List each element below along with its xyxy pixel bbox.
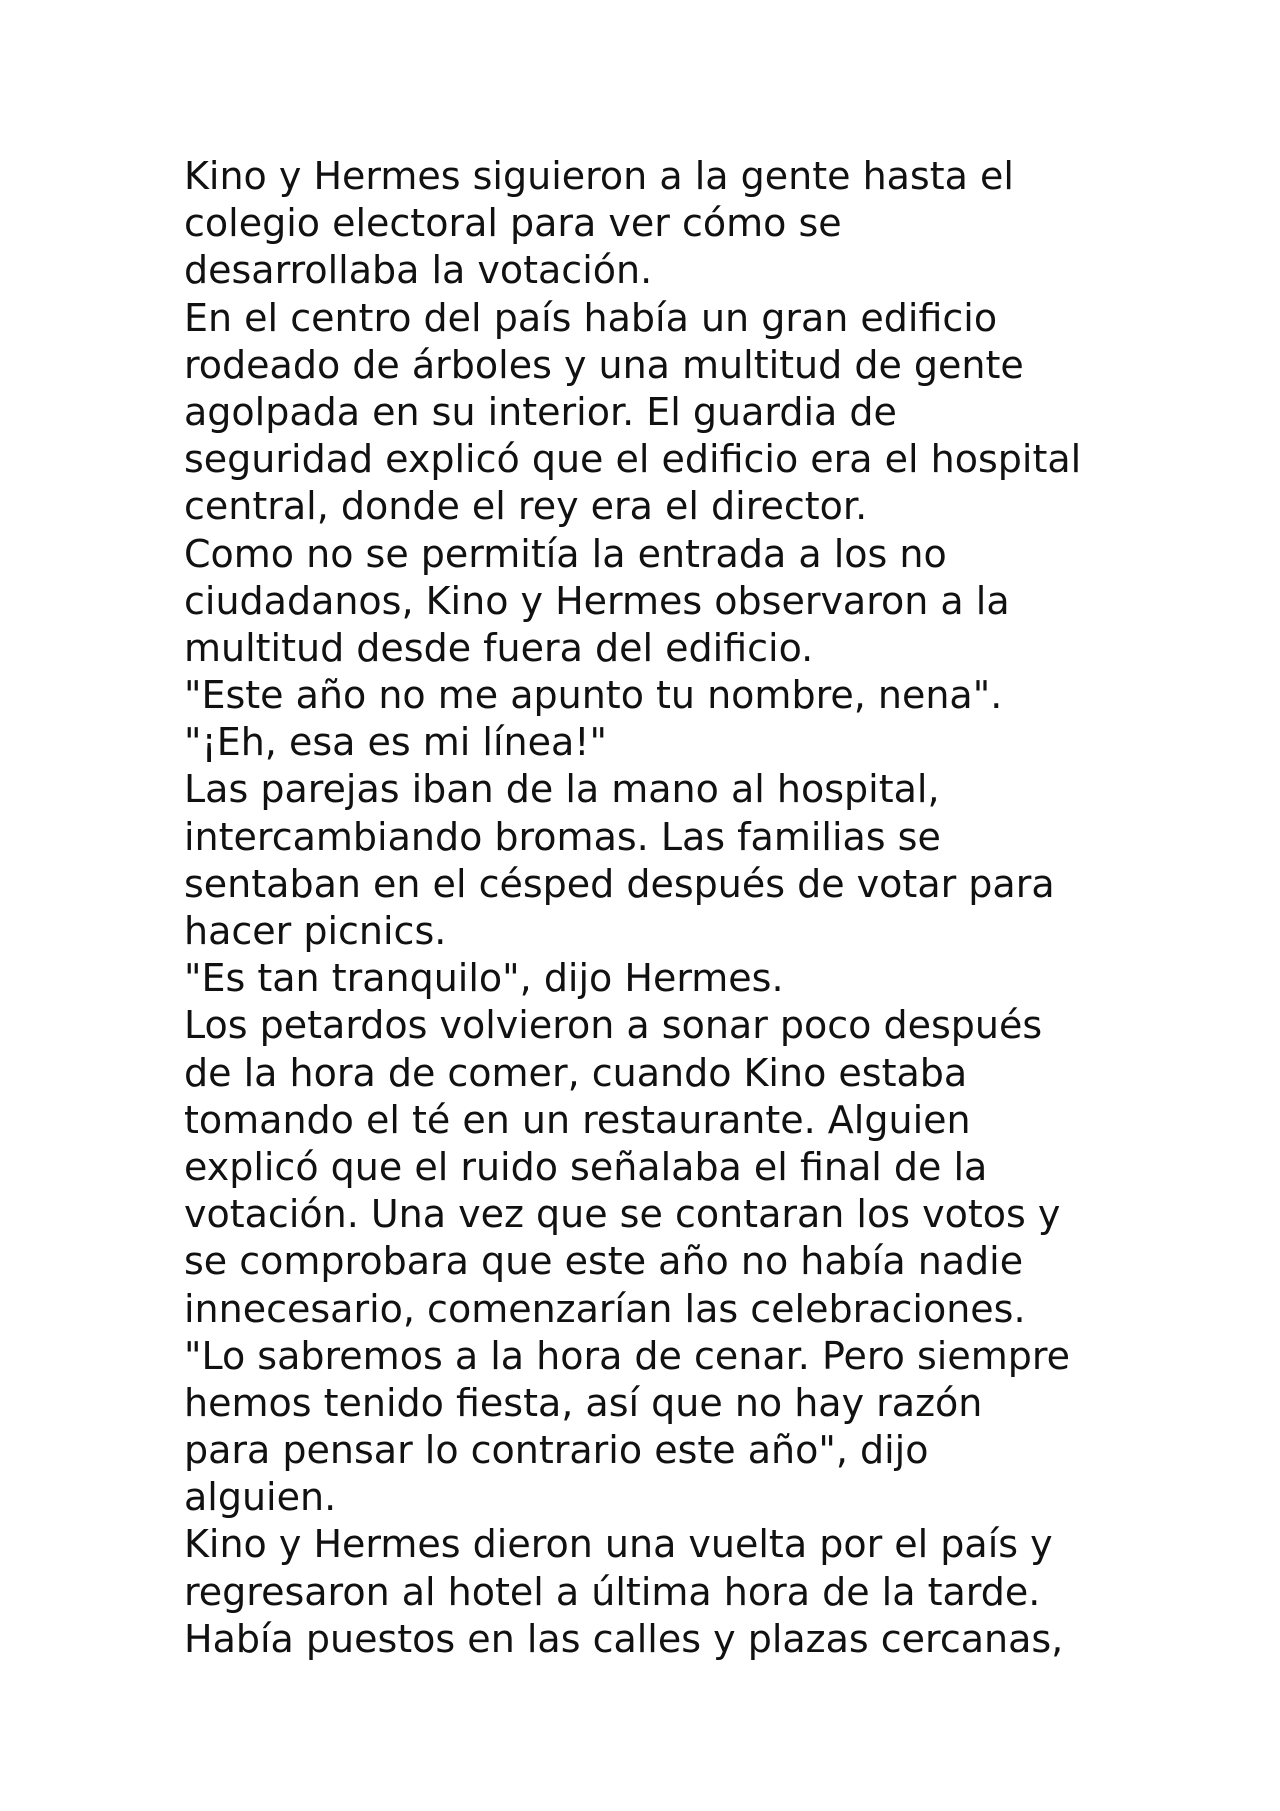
text-line: para pensar lo contrario este año", dijo xyxy=(184,1428,929,1473)
text-line: "¡Eh, esa es mi línea!" xyxy=(184,720,607,765)
body-text xyxy=(184,153,1124,1663)
text-line: seguridad explicó que el edificio era el hospital xyxy=(184,437,1082,482)
text-line: Como no se permitía la entrada a los no xyxy=(184,531,947,576)
text-line: Kino y Hermes siguieron a la gente hasta el xyxy=(184,154,1014,198)
text-line: "Es tan tranquilo", dijo Hermes. xyxy=(184,956,784,1001)
text-line: hemos tenido fiesta, así que no hay razón xyxy=(184,1380,983,1425)
text-line: desarrollaba la votación. xyxy=(184,248,653,293)
text-line: votación. Una vez que se contaran los votos y xyxy=(184,1192,1061,1237)
text-line: Había puestos en las calles y plazas cercanas, xyxy=(184,1616,1064,1661)
text-line: hacer picnics. xyxy=(184,909,447,953)
text-line: intercambiando bromas. Las familias se xyxy=(184,814,941,859)
text-line: regresaron al hotel a última hora de la tarde. xyxy=(184,1569,1041,1614)
text-line: multitud desde fuera del edificio. xyxy=(184,625,814,670)
text-line: explicó que el ruido señalaba el final de la xyxy=(184,1144,988,1189)
text-line: innecesario, comenzarían las celebraciones. xyxy=(184,1286,1026,1331)
text-line: "Este año no me apunto tu nombre, nena". xyxy=(184,673,1003,718)
text-line: rodeado de árboles y una multitud de gente xyxy=(184,342,1024,387)
text-line: colegio electoral para ver cómo se xyxy=(184,201,842,246)
text-line: "Lo sabremos a la hora de cenar. Pero siempre xyxy=(184,1333,1071,1378)
text-line: de la hora de comer, cuando Kino estaba xyxy=(184,1050,968,1095)
text-line: alguien. xyxy=(184,1475,337,1520)
text-line: Los petardos volvieron a sonar poco después xyxy=(184,1003,1043,1048)
text-line: En el centro del país había un gran edificio xyxy=(184,295,998,340)
text-line: agolpada en su interior. El guardia de xyxy=(184,389,897,434)
text-line: central, donde el rey era el director. xyxy=(184,484,868,529)
text-line: Kino y Hermes dieron una vuelta por el país y xyxy=(184,1522,1053,1567)
text-line: se comprobara que este año no había nadie xyxy=(184,1239,1024,1284)
text-line: tomando el té en un restaurante. Alguien xyxy=(184,1097,971,1142)
text-line: sentaban en el césped después de votar para xyxy=(184,861,1055,906)
text-line: Las parejas iban de la mano al hospital, xyxy=(184,767,940,812)
text-line: ciudadanos, Kino y Hermes observaron a la xyxy=(184,578,1010,623)
